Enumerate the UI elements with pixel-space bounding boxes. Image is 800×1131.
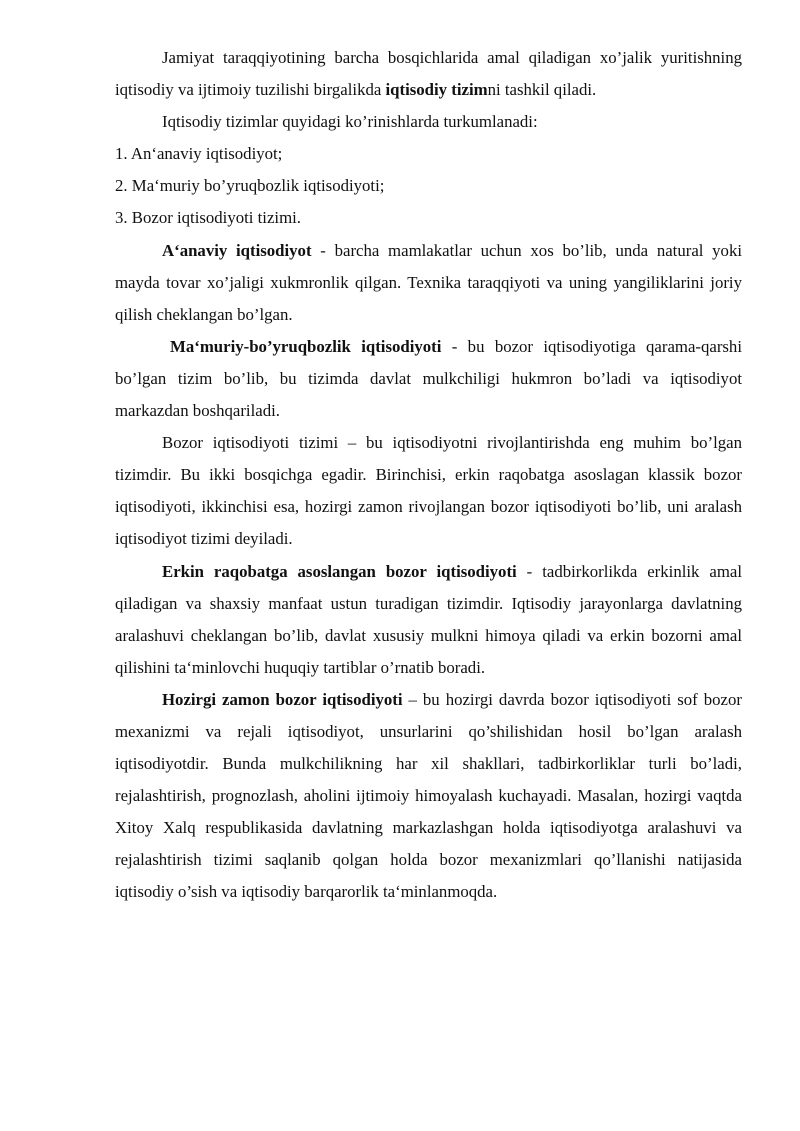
traditional-text: - barcha mamlakatlar uchun xos bo’lib, unda natural yoki mayda tovar xo’jaligi xukmronlik qilgan. Texnika taraqqiyoti va uning yangiliklarini joriy qilish cheklangan bo’lgan. — [115, 240, 743, 324]
term-command: Ma‘muriy-bo’yruqbozlik iqtisodiyoti — [170, 336, 442, 356]
paragraph-free-market — [115, 556, 742, 684]
term-traditional: A‘anaviy iqtisodiyot — [162, 240, 312, 260]
term-free-market: Erkin raqobatga asoslangan bozor iqtisodiyoti — [162, 561, 517, 581]
list-item: 2. Ma‘muriy bo’yruqbozlik iqtisodiyoti; — [115, 176, 385, 196]
intro-text-end: ni tashkil qiladi. — [487, 80, 597, 100]
paragraph-command — [115, 331, 742, 427]
paragraph-market: Bozor iqtisodiyoti tizimi – bu iqtisodiyotni rivojlantirishda eng muhim bo’lgan tizimdir. Bu ikki bosqichga egadir. Birinchisi, erkin raqobatga asoslagan klassik bozor iqtisodiyoti, ikkinchisi esa, hozirgi zamon rivojlangan bozor iqtisodiyoti bo’lib, uni aralash iqtisodiyot tizimi deyiladi. — [115, 433, 742, 549]
document-page — [115, 42, 742, 909]
list-item: 1. An‘anaviy iqtisodiyot; — [115, 144, 283, 164]
term-modern-market: Hozirgi zamon bozor iqtisodiyoti — [162, 689, 403, 709]
intro-text: Jamiyat taraqqiyotining barcha bosqichlarida amal qiladigan xo’jalik yuritishning iqtisodiy va ijtimoiy tuzilishi birgalikda — [115, 48, 742, 100]
paragraph-classification: Iqtisodiy tizimlar quyidagi ko’rinishlarda turkumlanadi: — [162, 112, 538, 132]
modern-market-text: – bu hozirgi davrda bozor iqtisodiyoti sof bozor mexanizmi va rejali iqtisodiyot, unsurlarini qo’shilishidan hosil bo’lgan aralash iqtisodiyotdir. Bunda mulkchilikning har xil shakllari, tadbirkorliklar turli bo’ladi, rejalashtirish, prognozlash, aholini ijtimoiy himoyalash kuchayadi. Masalan, hozirgi vaqtda Xitoy Xalq respublikasida davlatning markazlashgan holda iqtisodiyotga aralashuvi va rejalashtirish tizimi saqlanib qolgan holda bozor mexanizmlari qo’llanishi natijasida iqtisodiy o’sish va iqtisodiy barqarorlik ta‘minlanmoqda. — [115, 689, 742, 902]
paragraph-modern-market — [115, 684, 742, 909]
term-iqtisodiy-tizim: iqtisodiy tizim — [385, 80, 488, 100]
paragraph-traditional — [115, 235, 742, 331]
paragraph-intro — [115, 42, 742, 106]
command-text: - bu bozor iqtisodiyotiga qarama-qarshi bo’lgan tizim bo’lib, bu tizimda davlat mulkchiligi hukmron bo’ladi va iqtisodiyot markazdan boshqariladi. — [115, 336, 742, 421]
list-item: 3. Bozor iqtisodiyoti tizimi. — [115, 208, 301, 228]
free-market-text: - tadbirkorlikda erkinlik amal qiladigan va shaxsiy manfaat ustun turadigan tizimdir. Iqtisodiy jarayonlarga davlatning aralashuvi cheklangan bo’lib, davlat xususiy mulkni himoya qiladi va erkin bozorni amal qilishini ta‘minlovchi huquqiy tartiblar o’rnatib boradi. — [115, 561, 742, 677]
